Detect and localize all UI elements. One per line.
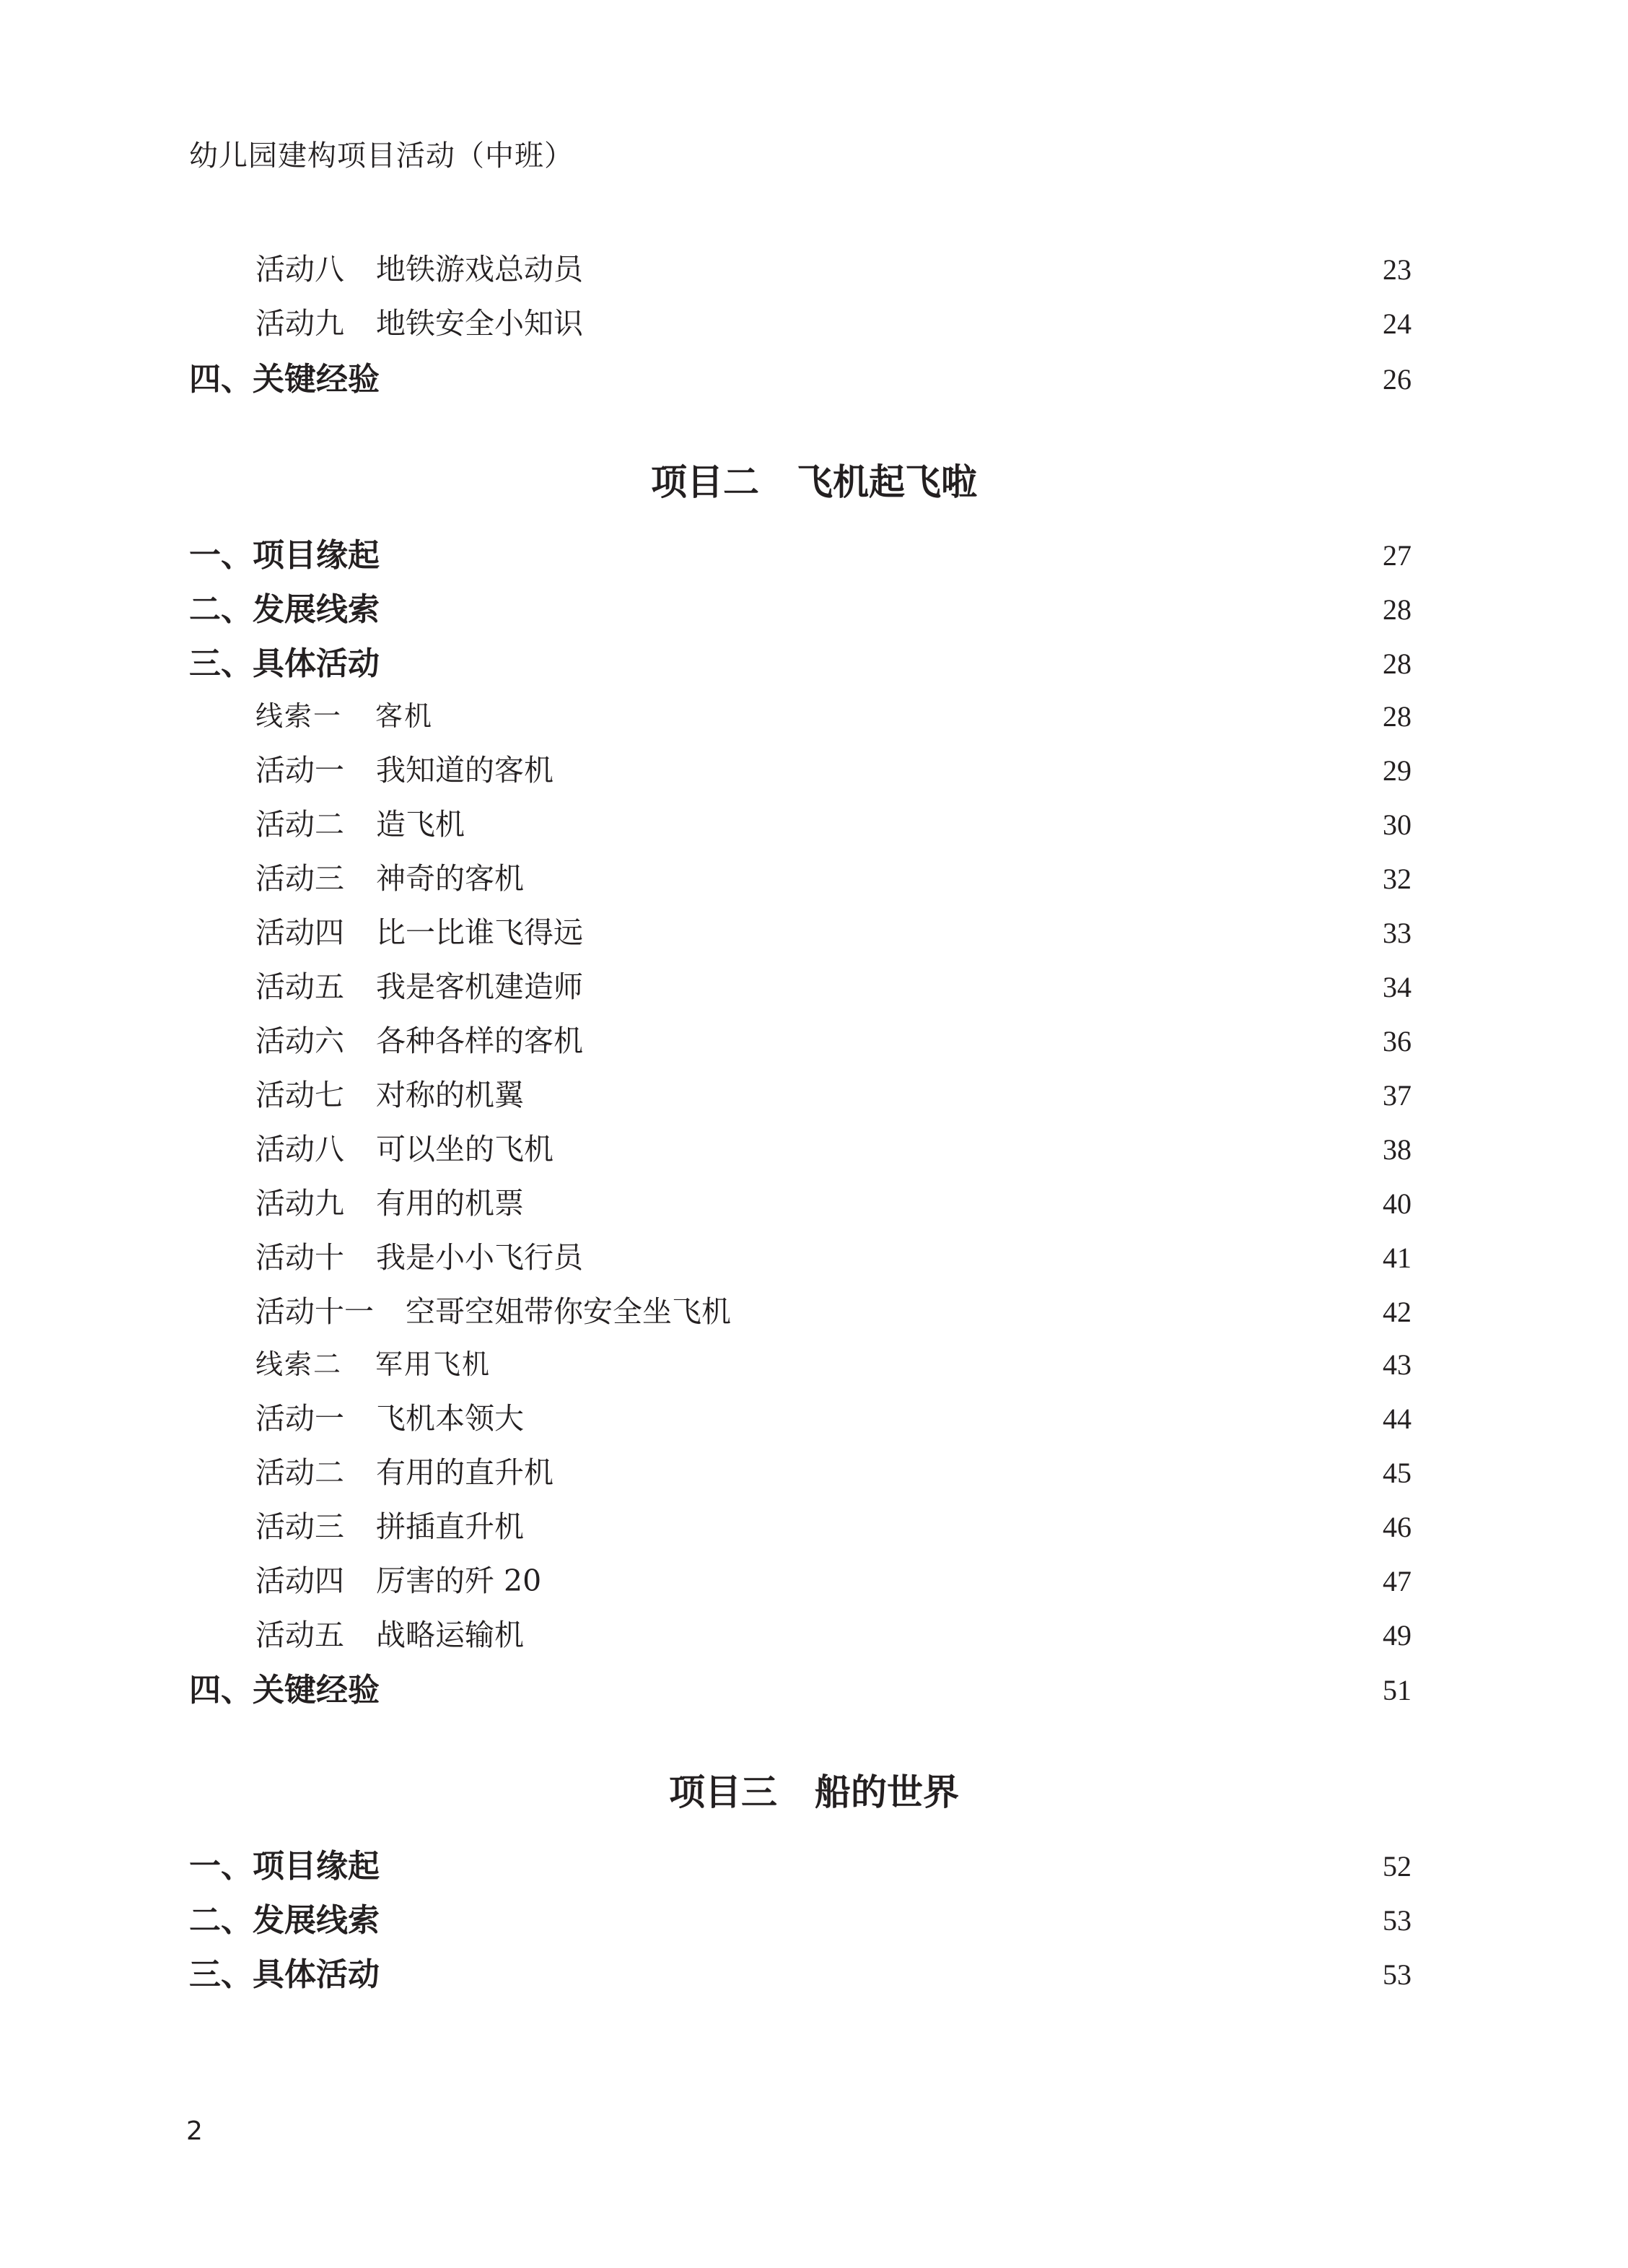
- toc-page-number: 24: [1383, 308, 1412, 340]
- toc-page-number: 37: [1383, 1079, 1412, 1112]
- toc-entry-label: 活动二 有用的直升机: [255, 1455, 553, 1490]
- toc-page-number: 30: [1383, 808, 1412, 841]
- toc-entry[interactable]: [189, 1500, 1412, 1554]
- toc-page-number: 40: [1383, 1187, 1412, 1220]
- toc-section-entry[interactable]: [189, 637, 1412, 691]
- toc-page-number: 33: [1383, 917, 1412, 949]
- toc-section-label: 一、项目缘起: [189, 1848, 380, 1885]
- toc-section-label: 四、关键经验: [189, 361, 380, 398]
- toc-page-number: 28: [1383, 700, 1412, 733]
- toc-section-label: 一、项目缘起: [189, 537, 380, 574]
- page-number: 2: [186, 2116, 203, 2146]
- toc-entry[interactable]: [189, 1446, 1412, 1500]
- toc-page-number: 28: [1383, 593, 1412, 626]
- toc-page-number: 23: [1383, 253, 1412, 286]
- toc-section-entry[interactable]: [189, 1893, 1412, 1948]
- toc-entry[interactable]: [189, 1285, 1412, 1339]
- toc-entry-label: 活动八 可以坐的飞机: [255, 1132, 553, 1166]
- toc-page-number: 51: [1383, 1674, 1412, 1706]
- toc-section-entry[interactable]: [189, 1663, 1412, 1717]
- project-name: 飞机起飞啦: [797, 461, 977, 503]
- toc-section-label: 三、具体活动: [189, 1956, 380, 1993]
- project-heading: [0, 1763, 1628, 1815]
- toc-entry-label: 活动九 地铁安全小知识: [255, 306, 583, 341]
- toc-entry-label: 活动七 对称的机翼: [255, 1078, 524, 1112]
- toc-entry[interactable]: [189, 960, 1412, 1014]
- running-header: 幼儿园建构项目活动（中班）: [189, 139, 574, 173]
- toc-section-entry[interactable]: [189, 583, 1412, 637]
- toc-entry[interactable]: [189, 852, 1412, 906]
- toc-entry[interactable]: [189, 1608, 1412, 1662]
- toc-page-number: 52: [1383, 1850, 1412, 1883]
- toc-page-number: 34: [1383, 971, 1412, 1003]
- toc-page-number: 38: [1383, 1133, 1412, 1166]
- toc-section-entry[interactable]: [189, 1948, 1412, 2002]
- toc-page-number: 27: [1383, 539, 1412, 572]
- project-number: 项目二: [651, 461, 759, 503]
- project-name: 船的世界: [815, 1771, 959, 1813]
- toc-entry[interactable]: [189, 297, 1412, 351]
- toc-entry[interactable]: [189, 906, 1412, 960]
- toc-page-number: 29: [1383, 754, 1412, 787]
- toc-page-number: 47: [1383, 1565, 1412, 1597]
- toc-entry-label: 活动三 神奇的客机: [255, 861, 524, 896]
- toc-entry-label: 活动二 造飞机: [255, 807, 465, 842]
- toc-page-number: 44: [1383, 1403, 1412, 1435]
- toc-entry[interactable]: [189, 1068, 1412, 1122]
- toc-section-entry[interactable]: [189, 528, 1412, 583]
- toc-entry-label: 活动十一 空哥空姐带你安全坐飞机: [255, 1294, 731, 1329]
- toc-page-number: 46: [1383, 1511, 1412, 1543]
- toc-entry-label: 活动九 有用的机票: [255, 1186, 524, 1221]
- toc-clue-entry[interactable]: [189, 689, 1412, 743]
- toc-entry[interactable]: [189, 1392, 1412, 1446]
- toc-page-number: 42: [1383, 1296, 1412, 1328]
- toc-entry-label: 活动一 我知道的客机: [255, 753, 553, 788]
- toc-entry[interactable]: [189, 243, 1412, 297]
- toc-page-number: 26: [1383, 363, 1412, 396]
- toc-page-number: 32: [1383, 863, 1412, 895]
- toc-entry-label: 活动四 厉害的歼 20: [255, 1563, 542, 1598]
- toc-entry[interactable]: [189, 798, 1412, 852]
- toc-section-label: 四、关键经验: [189, 1672, 380, 1709]
- toc-entry-label: 活动四 比一比谁飞得远: [255, 915, 583, 950]
- project-number: 项目三: [669, 1771, 777, 1813]
- toc-page-number: 28: [1383, 647, 1412, 680]
- toc-section-label: 二、发展线索: [189, 1902, 380, 1939]
- toc-section-entry[interactable]: [189, 1839, 1412, 1893]
- toc-page-number: 53: [1383, 1958, 1412, 1991]
- toc-entry[interactable]: [189, 1177, 1412, 1231]
- toc-page-number: 36: [1383, 1025, 1412, 1057]
- toc-entry-label: 活动一 飞机本领大: [255, 1401, 524, 1436]
- toc-page-number: 53: [1383, 1904, 1412, 1937]
- toc-entry[interactable]: [189, 743, 1412, 798]
- toc-page-number: 45: [1383, 1457, 1412, 1489]
- toc-section-entry[interactable]: [189, 352, 1412, 406]
- toc-section-label: 三、具体活动: [189, 645, 380, 682]
- toc-section-label: 二、发展线索: [189, 591, 380, 628]
- toc-entry-label: 线索一 客机: [255, 700, 434, 732]
- toc-entry-label: 活动十 我是小小飞行员: [255, 1240, 583, 1275]
- toc-clue-entry[interactable]: [189, 1338, 1412, 1392]
- toc-entry-label: 活动三 拼插直升机: [255, 1509, 524, 1544]
- toc-entry[interactable]: [189, 1554, 1412, 1608]
- toc-entry-label: 活动六 各种各样的客机: [255, 1024, 583, 1058]
- toc-entry-label: 线索二 军用飞机: [255, 1348, 491, 1380]
- toc-entry-label: 活动五 我是客机建造师: [255, 969, 583, 1004]
- toc-page-number: 41: [1383, 1242, 1412, 1274]
- toc-page-number: 43: [1383, 1348, 1412, 1381]
- toc-entry-label: 活动五 战略运输机: [255, 1618, 524, 1652]
- toc-page-number: 49: [1383, 1619, 1412, 1652]
- toc-entry-label: 活动八 地铁游戏总动员: [255, 252, 583, 287]
- toc-entry[interactable]: [189, 1014, 1412, 1068]
- toc-entry[interactable]: [189, 1231, 1412, 1285]
- toc-entry[interactable]: [189, 1122, 1412, 1177]
- project-heading: [0, 453, 1628, 505]
